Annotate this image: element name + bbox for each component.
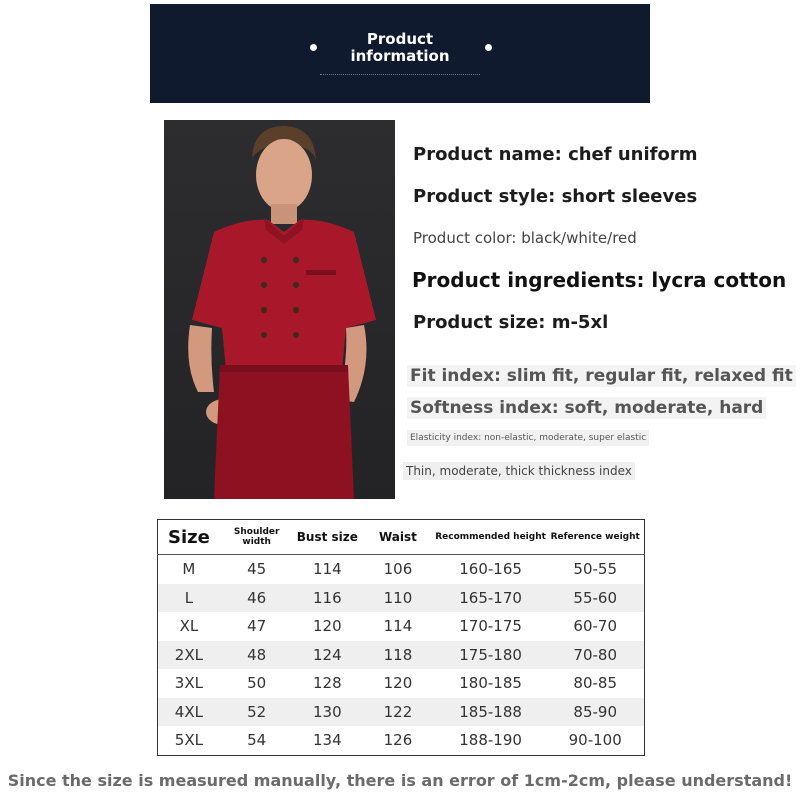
spec-product-color: Product color: black/white/red [413,229,637,247]
cell-recommended-height: 188-190 [459,731,522,750]
cell-reference-weight: 50-55 [573,560,617,579]
measurement-note: Since the size is measured manually, there is an error of 1cm-2cm, please understand! [7,771,793,790]
banner-fine-print [320,74,480,76]
cell-size: 3XL [174,674,203,693]
cell-waist: 106 [383,560,413,579]
cell-bust-size: 114 [313,560,342,579]
cell-bust-size: 120 [313,617,342,636]
cell-size: XL [179,617,199,636]
header-recommended-height: Recommended height [435,520,547,555]
cell-shoulder-width: 48 [220,641,294,670]
product-info-banner [150,4,650,103]
spec-elasticity-index: Elasticity index: non-elastic, moderate, super elastic [407,430,649,446]
size-chart-row [158,612,645,641]
cell-shoulder-width: 46 [220,584,294,613]
size-chart-row [158,641,645,670]
cell-waist: 118 [361,641,435,670]
spec-product-style: Product style: short sleeves [413,186,698,207]
cell-recommended-height: 175-180 [435,641,547,670]
banner-title [150,31,650,65]
chef-uniform-illustration [164,120,395,499]
cell-size: 2XL [158,641,220,670]
cell-waist: 122 [361,698,435,727]
cell-recommended-height: 160-165 [459,560,522,579]
cell-shoulder-width: 50 [247,674,267,693]
cell-shoulder-width: 52 [220,698,294,727]
header-bust-size: Bust size [294,520,362,555]
cell-waist: 126 [383,731,413,750]
cell-bust-size: 134 [313,731,342,750]
size-chart-row [158,669,645,698]
cell-recommended-height: 170-175 [459,617,522,636]
header-shoulder-width: Shoulder width [220,520,294,555]
size-chart-header-row [158,520,645,555]
cell-shoulder-width: 54 [247,731,267,750]
size-chart-row [158,698,645,727]
cell-waist: 114 [383,617,413,636]
cell-shoulder-width: 47 [247,617,267,636]
cell-size: L [158,584,220,613]
size-chart-row [158,584,645,613]
cell-reference-weight: 80-85 [573,674,617,693]
cell-size: M [182,560,196,579]
banner-title-line1: Product [366,30,434,48]
header-reference-weight: Reference weight [546,520,644,555]
cell-shoulder-width: 45 [247,560,267,579]
spec-softness-index: Softness index: soft, moderate, hard [407,397,766,419]
spec-product-size: Product size: m-5xl [413,312,609,333]
size-chart-row [158,555,645,584]
cell-reference-weight: 60-70 [573,617,617,636]
spec-product-name: Product name: chef uniform [413,144,698,165]
chef-model-photo [164,120,395,499]
cell-size: 5XL [174,731,203,750]
cell-waist: 110 [361,584,435,613]
cell-size: 4XL [158,698,220,727]
spec-thickness-index: Thin, moderate, thick thickness index [403,462,635,480]
spec-product-ingredients: Product ingredients: lycra cotton [412,268,787,292]
cell-reference-weight: 85-90 [546,698,644,727]
cell-reference-weight: 70-80 [546,641,644,670]
size-chart-row [158,726,645,755]
cell-reference-weight: 90-100 [568,731,622,750]
header-waist: Waist [361,520,435,555]
cell-recommended-height: 165-170 [435,584,547,613]
header-size: Size [158,520,220,555]
cell-waist: 120 [383,674,413,693]
cell-recommended-height: 180-185 [459,674,522,693]
cell-reference-weight: 55-60 [546,584,644,613]
cell-recommended-height: 185-188 [435,698,547,727]
spec-fit-index: Fit index: slim fit, regular fit, relaxed fit [407,365,796,387]
cell-bust-size: 128 [313,674,342,693]
size-chart-table [157,519,645,756]
banner-title-line2: information [350,47,450,65]
cell-bust-size: 124 [294,641,362,670]
cell-bust-size: 130 [294,698,362,727]
cell-bust-size: 116 [294,584,362,613]
